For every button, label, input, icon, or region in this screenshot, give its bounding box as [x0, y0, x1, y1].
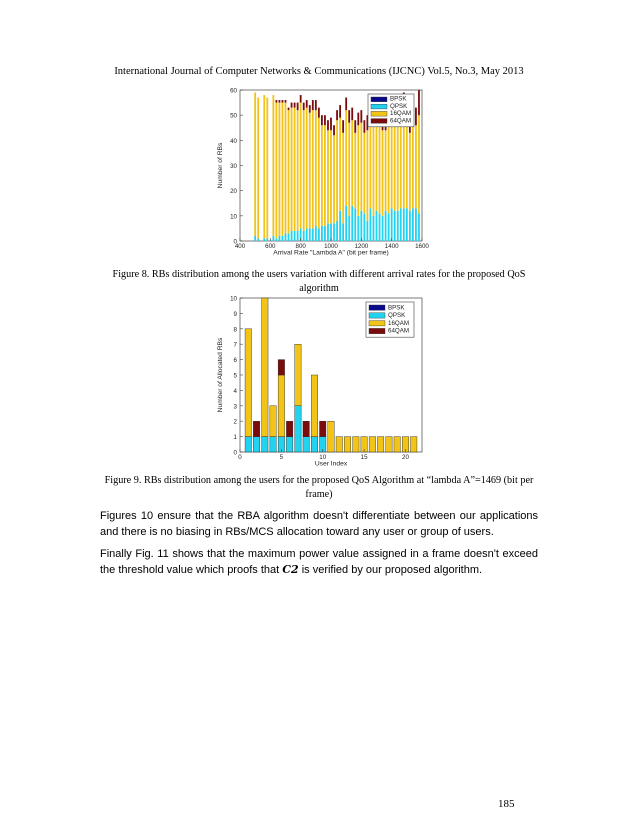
bar-16qam — [270, 406, 276, 437]
bar-64qam — [342, 120, 344, 133]
y-tick-label: 0 — [233, 449, 237, 457]
bar-16qam — [294, 108, 296, 231]
bar-16qam — [300, 103, 302, 229]
bar-16qam — [330, 130, 332, 223]
bar-64qam — [336, 110, 338, 120]
bar-16qam — [382, 130, 384, 216]
legend-label-16qam: 16QAM — [388, 319, 409, 327]
bar-16qam — [311, 375, 317, 437]
bar-16qam — [373, 123, 375, 216]
bar-16qam — [377, 437, 383, 452]
y-tick-label: 7 — [233, 341, 237, 349]
bar-16qam — [369, 437, 375, 452]
x-axis-label: User Index — [314, 460, 348, 468]
bar-qpsk — [403, 208, 405, 241]
bar-qpsk — [275, 238, 277, 241]
figure-8-svg — [200, 84, 440, 266]
bar-qpsk — [391, 208, 393, 241]
bar-16qam — [351, 120, 353, 206]
bar-qpsk — [351, 206, 353, 241]
x-tick-label: 15 — [360, 454, 368, 462]
bar-qpsk — [370, 208, 372, 241]
bar-qpsk — [306, 228, 308, 241]
bar-qpsk — [262, 437, 268, 452]
bar-16qam — [412, 123, 414, 209]
bar-64qam — [360, 110, 362, 123]
figure-8-caption: Figure 8. RBs distribution among the users variation with different arrival rates for the proposed QoS algorithm — [112, 269, 526, 294]
bar-qpsk — [379, 213, 381, 241]
figure-9-caption: Figure 9. RBs distribution among the users for the proposed QoS Algorithm at “lambda A”=1469 (bit per frame) — [104, 475, 534, 500]
y-tick-label: 6 — [233, 357, 237, 365]
bar-qpsk — [253, 437, 259, 452]
bar-16qam — [342, 133, 344, 224]
bar-64qam — [294, 103, 296, 108]
bar-qpsk — [297, 231, 299, 241]
bar-64qam — [318, 108, 320, 118]
bar-64qam — [363, 120, 365, 133]
bar-64qam — [327, 120, 329, 130]
bar-16qam — [297, 110, 299, 231]
y-tick-label: 4 — [233, 387, 237, 395]
bar-16qam — [386, 437, 392, 452]
bar-qpsk — [282, 236, 284, 241]
y-tick-label: 9 — [233, 310, 237, 318]
journal-header: International Journal of Computer Networks & Communications (IJCNC) Vol.5, No.3, May 2013 — [114, 66, 524, 77]
bar-16qam — [309, 113, 311, 229]
bar-16qam — [379, 118, 381, 214]
bar-qpsk — [257, 238, 259, 241]
bar-16qam — [312, 110, 314, 228]
bar-16qam — [336, 120, 338, 221]
bar-16qam — [357, 125, 359, 216]
bar-16qam — [272, 95, 274, 236]
y-tick-label: 50 — [230, 112, 237, 120]
bar-qpsk — [254, 236, 256, 241]
figure-8-chart — [200, 84, 440, 266]
bar-64qam — [357, 113, 359, 126]
figure-9-svg — [200, 292, 440, 472]
bar-16qam — [245, 329, 251, 437]
legend-swatch-qpsk — [371, 104, 387, 109]
bar-qpsk — [373, 216, 375, 241]
bar-16qam — [348, 123, 350, 216]
bar-qpsk — [266, 238, 268, 241]
bar-16qam — [336, 437, 342, 452]
bar-16qam — [360, 123, 362, 211]
bar-16qam — [321, 125, 323, 226]
bar-16qam — [263, 95, 265, 238]
bar-16qam — [257, 98, 259, 239]
bar-16qam — [278, 375, 284, 437]
x-tick-label: 20 — [402, 454, 409, 462]
y-tick-label: 10 — [230, 213, 237, 221]
bar-qpsk — [409, 211, 411, 241]
bar-16qam — [385, 130, 387, 211]
bar-16qam — [344, 437, 350, 452]
y-tick-label: 30 — [230, 163, 237, 170]
bar-16qam — [279, 103, 281, 236]
bar-16qam — [400, 125, 402, 208]
bar-16qam — [353, 437, 359, 452]
bar-qpsk — [303, 231, 305, 241]
bar-16qam — [354, 133, 356, 209]
bar-64qam — [300, 95, 302, 103]
bar-64qam — [345, 98, 347, 111]
x-tick-label: 1600 — [415, 243, 429, 251]
bar-16qam — [397, 118, 399, 211]
bar-qpsk — [295, 406, 301, 452]
bar-64qam — [348, 110, 350, 123]
legend-label-64qam: 64QAM — [390, 117, 411, 125]
y-axis-label: Number of RBs — [217, 142, 224, 189]
bar-qpsk — [363, 213, 365, 241]
bar-64qam — [285, 100, 287, 103]
y-tick-label: 0 — [233, 238, 237, 246]
x-tick-label: 400 — [234, 243, 246, 251]
legend-swatch-bpsk — [371, 97, 387, 102]
legend-swatch-qpsk — [369, 313, 385, 318]
bar-qpsk — [360, 211, 362, 241]
bar-64qam — [278, 360, 284, 375]
bar-qpsk — [324, 226, 326, 241]
x-tick-label: 10 — [319, 454, 327, 462]
bar-64qam — [354, 120, 356, 133]
page-number: 185 — [498, 798, 515, 810]
y-tick-label: 2 — [233, 418, 237, 426]
y-tick-label: 60 — [230, 87, 237, 95]
bar-16qam — [339, 118, 341, 211]
bar-64qam — [330, 118, 332, 131]
bar-16qam — [366, 130, 368, 221]
bar-16qam — [409, 133, 411, 211]
bar-64qam — [275, 100, 277, 103]
bar-qpsk — [339, 211, 341, 241]
bar-64qam — [253, 421, 259, 436]
bar-64qam — [321, 115, 323, 125]
bar-64qam — [279, 100, 281, 103]
bar-qpsk — [272, 236, 274, 241]
bar-16qam — [306, 108, 308, 229]
legend-swatch-16qam — [369, 321, 385, 326]
y-axis-label: Number of Allocated RBs — [217, 337, 224, 413]
bar-16qam — [285, 103, 287, 234]
bar-16qam — [327, 130, 329, 223]
bar-qpsk — [270, 437, 276, 452]
bar-qpsk — [388, 213, 390, 241]
x-tick-label: 1200 — [354, 243, 369, 251]
bar-16qam — [394, 123, 396, 211]
bar-qpsk — [245, 437, 251, 452]
y-tick-label: 3 — [233, 403, 237, 411]
bar-qpsk — [345, 206, 347, 241]
bar-16qam — [315, 110, 317, 226]
bar-qpsk — [288, 233, 290, 241]
bar-qpsk — [336, 221, 338, 241]
bar-64qam — [312, 100, 314, 110]
bar-qpsk — [376, 211, 378, 241]
paragraph-power-tail: is verified by our proposed algorithm. — [298, 564, 483, 576]
bar-qpsk — [285, 233, 287, 241]
bar-16qam — [282, 103, 284, 236]
x-tick-label: 5 — [279, 454, 284, 462]
y-tick-label: 20 — [230, 188, 237, 196]
bar-16qam — [318, 118, 320, 229]
bar-16qam — [303, 110, 305, 231]
y-tick-label: 1 — [233, 434, 237, 442]
bar-16qam — [288, 110, 290, 233]
bar-64qam — [351, 108, 353, 121]
bar-qpsk — [400, 208, 402, 241]
paragraph-rba: Figures 10 ensure that the RBA algorithm doesn't differentiate between our applications and there is no biasing in RBs/MCS allocation toward any user or group of users. — [100, 510, 538, 538]
bar-64qam — [282, 100, 284, 103]
bar-64qam — [320, 421, 326, 436]
bar-qpsk — [263, 238, 265, 241]
bar-qpsk — [333, 223, 335, 241]
bar-qpsk — [311, 437, 317, 452]
bar-64qam — [309, 105, 311, 113]
bar-16qam — [262, 298, 268, 437]
bar-qpsk — [366, 221, 368, 241]
x-tick-label: 1000 — [324, 243, 338, 251]
bar-16qam — [333, 135, 335, 223]
x-tick-label: 600 — [265, 243, 276, 251]
legend-label-16qam: 16QAM — [390, 110, 411, 118]
bar-16qam — [295, 344, 301, 406]
bar-64qam — [286, 421, 292, 436]
bar-16qam — [411, 437, 417, 452]
bar-64qam — [288, 108, 290, 111]
bar-16qam — [275, 103, 277, 239]
bar-qpsk — [312, 228, 314, 241]
bar-qpsk — [303, 437, 309, 452]
bar-64qam — [315, 100, 317, 110]
bar-qpsk — [348, 216, 350, 241]
y-tick-label: 8 — [233, 326, 237, 334]
bar-qpsk — [418, 213, 420, 241]
bar-qpsk — [294, 231, 296, 241]
legend-swatch-64qam — [371, 119, 387, 124]
bar-qpsk — [397, 211, 399, 241]
x-tick-label: 1400 — [384, 243, 399, 251]
bar-qpsk — [321, 226, 323, 241]
bar-qpsk — [394, 211, 396, 241]
bar-64qam — [339, 105, 341, 118]
bar-qpsk — [279, 236, 281, 241]
figure-9-chart — [200, 292, 440, 472]
legend-swatch-16qam — [371, 111, 387, 116]
y-tick-label: 5 — [233, 372, 237, 380]
bar-16qam — [254, 93, 256, 236]
legend-label-64qam: 64QAM — [388, 327, 409, 335]
bar-64qam — [303, 103, 305, 111]
bar-qpsk — [385, 211, 387, 241]
bar-64qam — [415, 108, 417, 126]
y-tick-label: 40 — [230, 137, 237, 145]
bar-64qam — [333, 125, 335, 135]
x-tick-label: 0 — [238, 454, 242, 462]
legend-label-qpsk: QPSK — [390, 102, 408, 110]
bar-qpsk — [315, 226, 317, 241]
bar-64qam — [303, 421, 309, 436]
y-tick-label: 10 — [230, 295, 237, 303]
bar-qpsk — [309, 228, 311, 241]
bar-16qam — [391, 115, 393, 208]
bar-16qam — [394, 437, 400, 452]
legend-swatch-64qam — [369, 328, 385, 333]
bar-16qam — [388, 123, 390, 214]
bar-64qam — [291, 103, 293, 108]
bar-64qam — [324, 115, 326, 125]
bar-qpsk — [357, 216, 359, 241]
bar-qpsk — [342, 223, 344, 241]
bar-qpsk — [406, 208, 408, 241]
bar-64qam — [297, 103, 299, 111]
bar-16qam — [266, 98, 268, 239]
x-axis-label: Arrival Rate "Lambda A" (bit per frame) — [273, 249, 389, 257]
legend-label-qpsk: QPSK — [388, 312, 406, 320]
bar-qpsk — [318, 228, 320, 241]
bar-qpsk — [327, 223, 329, 241]
bar-16qam — [363, 133, 365, 214]
math-c2: C2 — [282, 563, 299, 576]
bar-16qam — [345, 110, 347, 206]
legend-label-bpsk: BPSK — [390, 95, 407, 103]
bar-64qam — [306, 100, 308, 108]
x-tick-label: 800 — [295, 243, 306, 251]
bar-16qam — [376, 123, 378, 211]
bar-64qam — [418, 90, 420, 115]
bar-qpsk — [415, 208, 417, 241]
bar-16qam — [324, 125, 326, 226]
bar-qpsk — [291, 231, 293, 241]
bar-qpsk — [354, 208, 356, 241]
bar-16qam — [291, 108, 293, 231]
paragraph-power-text: Finally Fig. 11 shows that the maximum power value assigned in a frame doesn't exceed the threshold value which proofs that — [100, 548, 538, 576]
bar-qpsk — [286, 437, 292, 452]
bar-qpsk — [382, 216, 384, 241]
bar-16qam — [406, 120, 408, 208]
bar-16qam — [415, 125, 417, 208]
bar-16qam — [328, 421, 334, 452]
legend-swatch-bpsk — [369, 305, 385, 310]
bar-qpsk — [412, 208, 414, 241]
bar-16qam — [418, 115, 420, 213]
legend-label-bpsk: BPSK — [388, 304, 405, 312]
paragraph-power — [100, 546, 538, 578]
